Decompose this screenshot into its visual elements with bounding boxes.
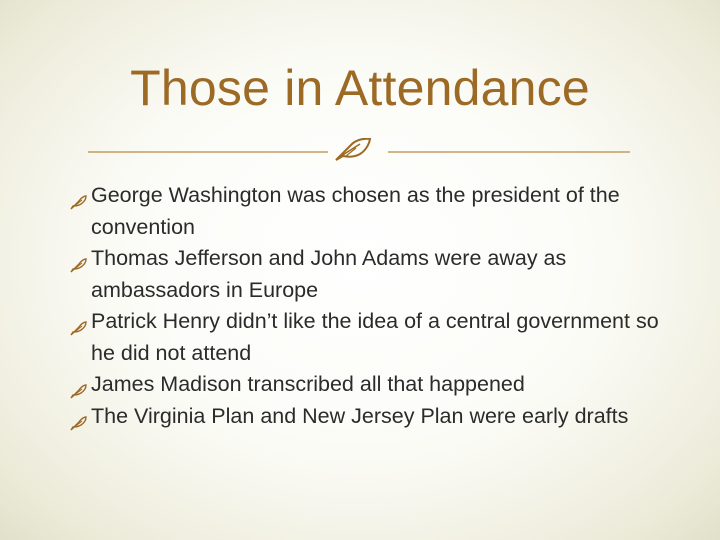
divider-lines: [88, 138, 630, 162]
quill-pen-icon: [70, 188, 87, 204]
quill-pen-icon: [70, 377, 87, 393]
list-item: [70, 401, 660, 433]
bullet-text: George Washington was chosen as the president of the convention: [91, 183, 620, 239]
quill-pen-icon: [336, 139, 370, 160]
list-item: [70, 243, 660, 306]
quill-pen-icon: [70, 251, 87, 267]
title-divider: [88, 138, 630, 162]
quill-pen-icon: [70, 409, 87, 425]
bullet-text: Thomas Jefferson and John Adams were away as ambassadors in Europe: [91, 246, 567, 302]
bullet-text: Patrick Henry didn’t like the idea of a central government so he did not attend: [91, 309, 659, 365]
bullet-text: The Virginia Plan and New Jersey Plan were early drafts: [91, 403, 629, 428]
quill-pen-icon: [70, 314, 87, 330]
slide-title: Those in Attendance: [130, 60, 590, 116]
list-item: [70, 306, 660, 369]
list-item: [70, 180, 660, 243]
bullet-list: [70, 180, 660, 432]
list-item: [70, 369, 660, 401]
bullet-text: James Madison transcribed all that happened: [91, 372, 525, 396]
